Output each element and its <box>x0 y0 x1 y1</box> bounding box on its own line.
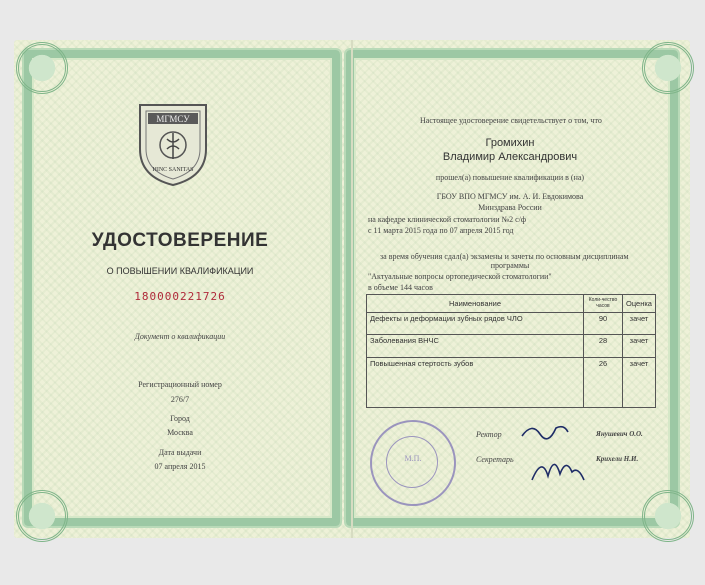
registration-label: Регистрационный номер <box>138 380 222 389</box>
exams-text-2: программы <box>490 261 530 270</box>
secretary-name: Крихели Н.И. <box>596 455 639 463</box>
rector-label: Ректор <box>476 430 502 439</box>
holder-surname: Громихин <box>485 137 535 149</box>
city-value: Москва <box>167 428 193 437</box>
corner-ornament-icon <box>642 42 694 94</box>
study-dates: с 11 марта 2015 года по 07 апреля 2015 год <box>368 226 514 235</box>
column-header-name: Наименование <box>367 295 584 313</box>
corner-ornament-icon <box>642 490 694 542</box>
grade-cell: зачет <box>623 312 656 335</box>
passed-text: прошел(а) повышение квалификации в (на) <box>435 173 585 182</box>
exams-text: за время обучения сдал(а) экзамены и зачеты по основным дисциплинам <box>380 252 629 261</box>
secretary-signature-icon <box>528 446 588 491</box>
subject-cell: Повышенная стертость зубов <box>367 358 584 408</box>
emblem-label-top: МГМСУ <box>156 114 190 124</box>
rector-name: Янушевич О.О. <box>596 430 643 438</box>
program-volume: в объеме 144 часов <box>368 283 433 292</box>
registration-value: 276/7 <box>170 395 190 404</box>
subject-cell: Дефекты и деформации зубных рядов ЧЛО <box>367 312 584 335</box>
department-text: на кафедре клинической стоматологии №2 с/ф <box>368 215 527 224</box>
rector-signature-icon <box>520 418 570 449</box>
secretary-label: Секретарь <box>476 455 514 464</box>
holder-name: Владимир Александрович <box>442 151 578 163</box>
issue-date-label: Дата выдачи <box>158 448 202 457</box>
stamp-label: М.П. <box>404 454 422 463</box>
hours-cell: 90 <box>584 312 623 335</box>
program-name: "Актуальные вопросы ортопедической стоматологии" <box>368 272 552 281</box>
page-fold <box>351 40 353 538</box>
intro-text: Настоящее удостоверение свидетельствует о том, что <box>420 116 602 125</box>
city-label: Город <box>170 414 190 423</box>
emblem-label-bottom: HINC SANITAS <box>152 167 194 173</box>
grade-cell: зачет <box>623 358 656 408</box>
corner-ornament-icon <box>16 42 68 94</box>
hours-cell: 26 <box>584 358 623 408</box>
table-row <box>367 358 656 408</box>
certificate-subtitle: О ПОВЫШЕНИИ КВАЛИФИКАЦИИ <box>106 266 254 276</box>
issue-date-value: 07 апреля 2015 <box>154 462 206 471</box>
document-caption: Документ о квалификации <box>134 332 226 341</box>
certificate-number: 180000221726 <box>134 290 226 303</box>
corner-ornament-icon <box>16 490 68 542</box>
organization-line2: Минздрава России <box>478 203 542 212</box>
column-header-grade: Оценка <box>623 295 656 313</box>
column-header-hours: Коли-чество часов <box>584 295 623 313</box>
table-row <box>367 312 656 335</box>
subject-cell: Заболевания ВНЧС <box>367 335 584 358</box>
organization-line1: ГБОУ ВПО МГМСУ им. А. И. Евдокимова <box>436 192 584 201</box>
hours-cell: 28 <box>584 335 623 358</box>
official-stamp-icon <box>370 420 456 506</box>
table-row <box>367 335 656 358</box>
certificate-title: УДОСТОВЕРЕНИЕ <box>91 230 269 251</box>
university-emblem-icon <box>134 95 212 187</box>
grades-table <box>366 294 656 408</box>
table-header-row <box>367 295 656 313</box>
grade-cell: зачет <box>623 335 656 358</box>
